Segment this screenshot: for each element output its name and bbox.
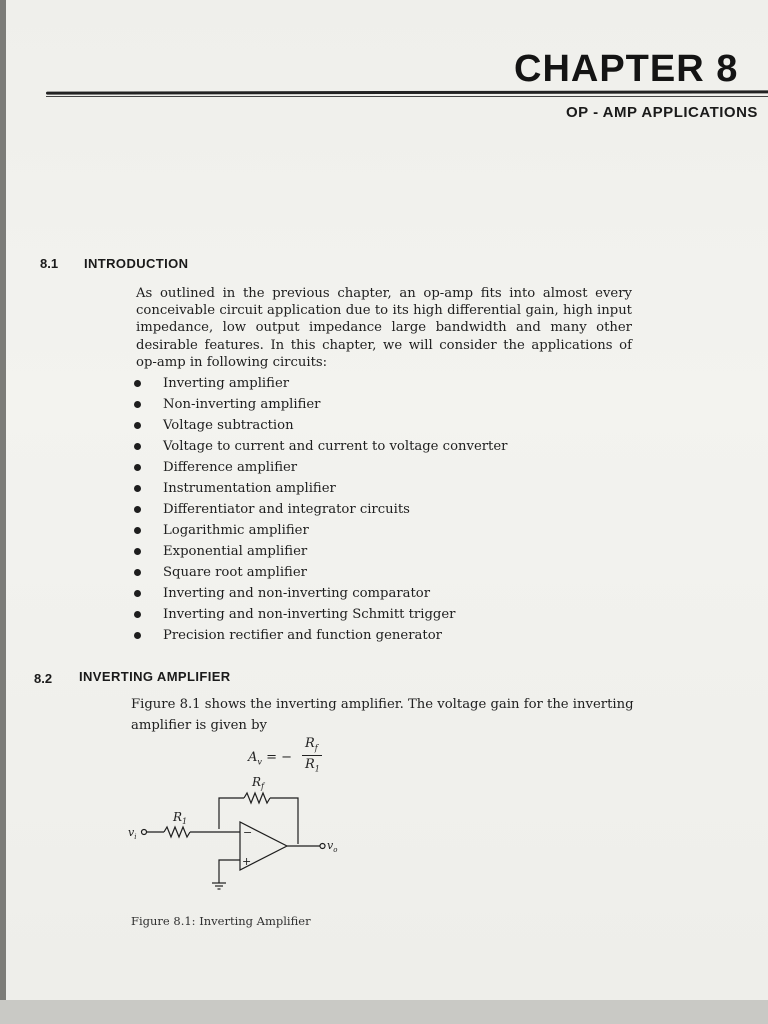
list-item: Non-inverting amplifier xyxy=(134,394,507,415)
header-rule xyxy=(46,90,768,94)
section-title: INTRODUCTION xyxy=(84,256,189,271)
section-title: INVERTING AMPLIFIER xyxy=(79,669,231,684)
applications-list xyxy=(134,373,507,646)
input-terminal-icon xyxy=(142,830,147,835)
r1-resistor-icon xyxy=(164,827,190,837)
output-terminal-icon xyxy=(320,844,325,849)
formula-numerator: $R_f$ xyxy=(305,736,318,753)
chapter-subtitle: OP - AMP APPLICATIONS xyxy=(566,104,758,121)
page-bottom-shadow xyxy=(0,1000,768,1024)
list-item: Logarithmic amplifier xyxy=(134,520,507,541)
inverting-paragraph: Figure 8.1 shows the inverting amplifier. The voltage gain for the inverting amplifier is given by xyxy=(131,697,634,733)
vi-label: $v_i$ xyxy=(128,826,137,841)
section-number: 8.1 xyxy=(40,256,59,271)
bullet-icon xyxy=(134,380,141,387)
intro-paragraph: As outlined in the previous chapter, an op-amp fits into almost every conceivable circuit application due to its high differential gain, high input impedance, low output impedance large bandwidth and many other desirable features. In this chapter, we will consider the applications of op-amp in following circuits: xyxy=(136,286,632,370)
bullet-icon xyxy=(134,485,141,492)
rf-resistor-icon xyxy=(244,793,270,803)
bullet-icon xyxy=(134,422,141,429)
figure-caption: Figure 8.1: Inverting Amplifier xyxy=(131,914,311,928)
bullet-icon xyxy=(134,590,141,597)
list-item: Precision rectifier and function generator xyxy=(134,625,507,646)
formula-denominator: $R_1$ xyxy=(305,757,320,774)
section-number: 8.2 xyxy=(34,671,53,686)
minus-sign: − xyxy=(243,826,253,839)
formula-lhs: $A_v$ = − xyxy=(248,750,292,767)
list-item: Difference amplifier xyxy=(134,457,507,478)
list-item: Exponential amplifier xyxy=(134,541,507,562)
list-item: Instrumentation amplifier xyxy=(134,478,507,499)
inverting-amplifier-circuit xyxy=(124,772,354,897)
bullet-icon xyxy=(134,527,141,534)
bullet-icon xyxy=(134,464,141,471)
vo-label: $v_o$ xyxy=(327,839,338,854)
bullet-icon xyxy=(134,569,141,576)
list-item: Inverting and non-inverting comparator xyxy=(134,583,507,604)
list-item: Inverting and non-inverting Schmitt trigger xyxy=(134,604,507,625)
bullet-icon xyxy=(134,632,141,639)
bullet-icon xyxy=(134,443,141,450)
plus-sign: + xyxy=(242,855,252,868)
list-item: Voltage to current and current to voltage converter xyxy=(134,436,507,457)
chapter-title: CHAPTER 8 xyxy=(514,48,739,90)
list-item: Voltage subtraction xyxy=(134,415,507,436)
ground-wire xyxy=(219,860,240,883)
bullet-icon xyxy=(134,611,141,618)
fraction-bar xyxy=(302,755,322,756)
r1-label: $R_1$ xyxy=(173,810,188,826)
list-item: Square root amplifier xyxy=(134,562,507,583)
feedback-wire-right xyxy=(270,798,298,844)
header-rule-thin xyxy=(46,96,768,97)
list-item: Inverting amplifier xyxy=(134,373,507,394)
list-item: Differentiator and integrator circuits xyxy=(134,499,507,520)
rf-label: $R_f$ xyxy=(252,775,265,791)
bullet-icon xyxy=(134,401,141,408)
bullet-icon xyxy=(134,548,141,555)
bullet-icon xyxy=(134,506,141,513)
book-page xyxy=(6,0,768,1000)
